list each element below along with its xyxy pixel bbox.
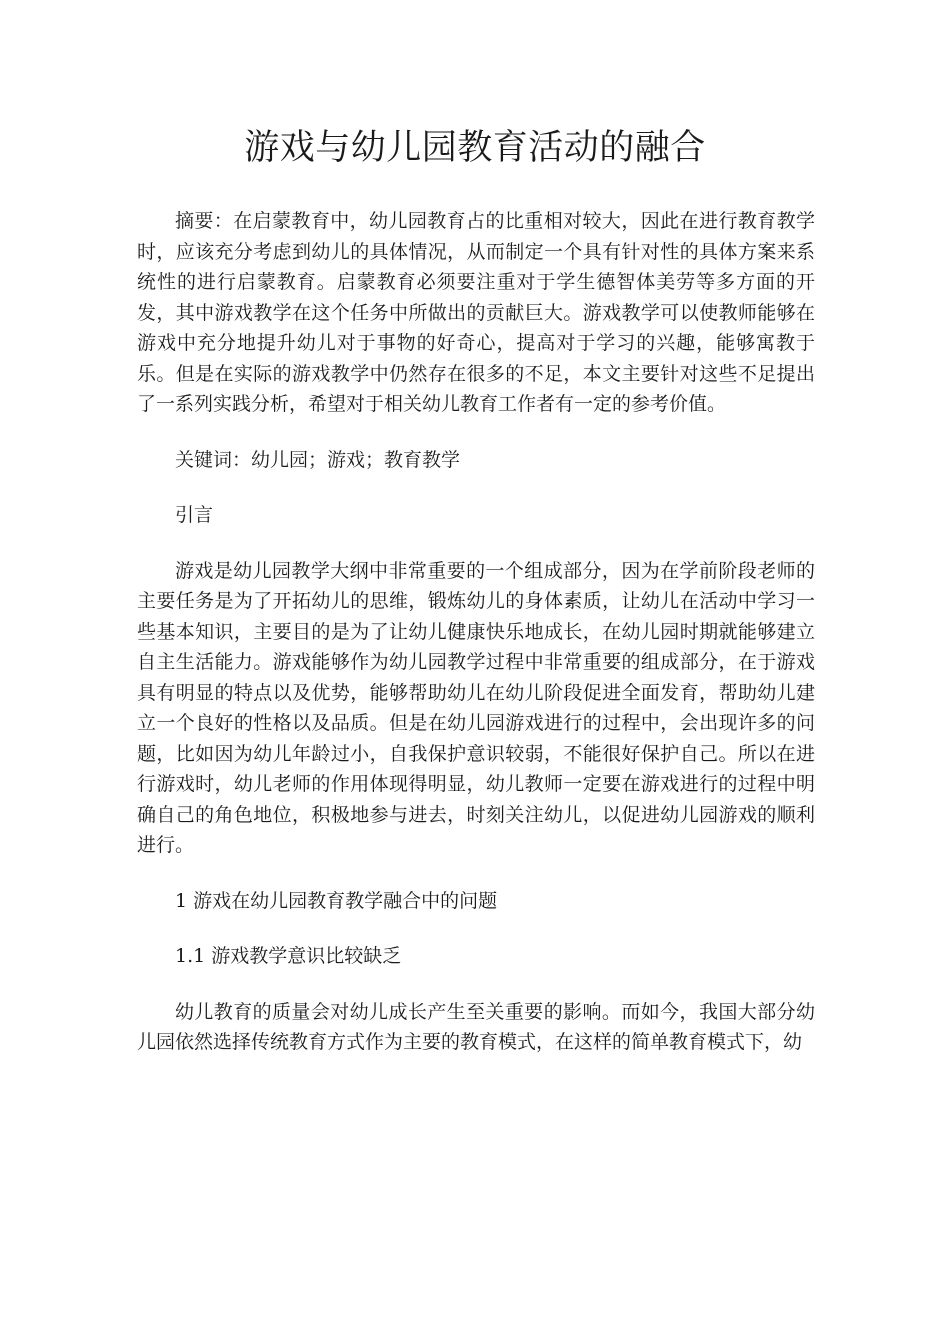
section-1-1-heading: 1.1 游戏教学意识比较缺乏 bbox=[175, 945, 402, 967]
intro-heading: 引言 bbox=[175, 504, 214, 526]
document-body bbox=[137, 206, 815, 1058]
document-title: 游戏与幼儿园教育活动的融合 bbox=[244, 128, 706, 168]
abstract-paragraph: 摘要：在启蒙教育中，幼儿园教育占的比重相对较大，因此在进行教育教学时，应该充分考虑到幼儿的具体情况，从而制定一个具有针对性的具体方案来系统性的进行启蒙教育。启蒙教育必须要注重对于学生德智体美劳等多方面的开发，其中游戏教学在这个任务中所做出的贡献巨大。游戏教学可以使教师能够在游戏中充分地提升幼儿对于事物的好奇心，提高对于学习的兴趣，能够寓教于乐。但是在实际的游戏教学中仍然存在很多的不足，本文主要针对这些不足提出了一系列实践分析，希望对于相关幼儿教育工作者有一定的参考价值。 bbox=[137, 210, 815, 415]
section-1-heading: 1 游戏在幼儿园教育教学融合中的问题 bbox=[175, 889, 498, 912]
section-1-1-paragraph: 幼儿教育的质量会对幼儿成长产生至关重要的影响。而如今，我国大部分幼儿园依然选择传统教育方式作为主要的教育模式，在这样的简单教育模式下，幼 bbox=[137, 1000, 815, 1053]
keywords-line: 关键词：幼儿园；游戏；教育教学 bbox=[175, 448, 461, 471]
intro-paragraph: 游戏是幼儿园教学大纲中非常重要的一个组成部分，因为在学前阶段老师的主要任务是为了开拓幼儿的思维，锻炼幼儿的身体素质，让幼儿在活动中学习一些基本知识，主要目的是为了让幼儿健康快乐地成长，在幼儿园时期就能够建立自主生活能力。游戏能够作为幼儿园教学过程中非常重要的组成部分，在于游戏具有明显的特点以及优势，能够帮助幼儿在幼儿阶段促进全面发育，帮助幼儿建立一个良好的性格以及品质。但是在幼儿园游戏进行的过程中，会出现许多的问题，比如因为幼儿年龄过小，自我保护意识较弱，不能很好保护自己。所以在进行游戏时，幼儿老师的作用体现得明显，幼儿教师一定要在游戏进行的过程中明确自己的角色地位，积极地参与进去，时刻关注幼儿，以促进幼儿园游戏的顺利进行。 bbox=[137, 559, 815, 856]
